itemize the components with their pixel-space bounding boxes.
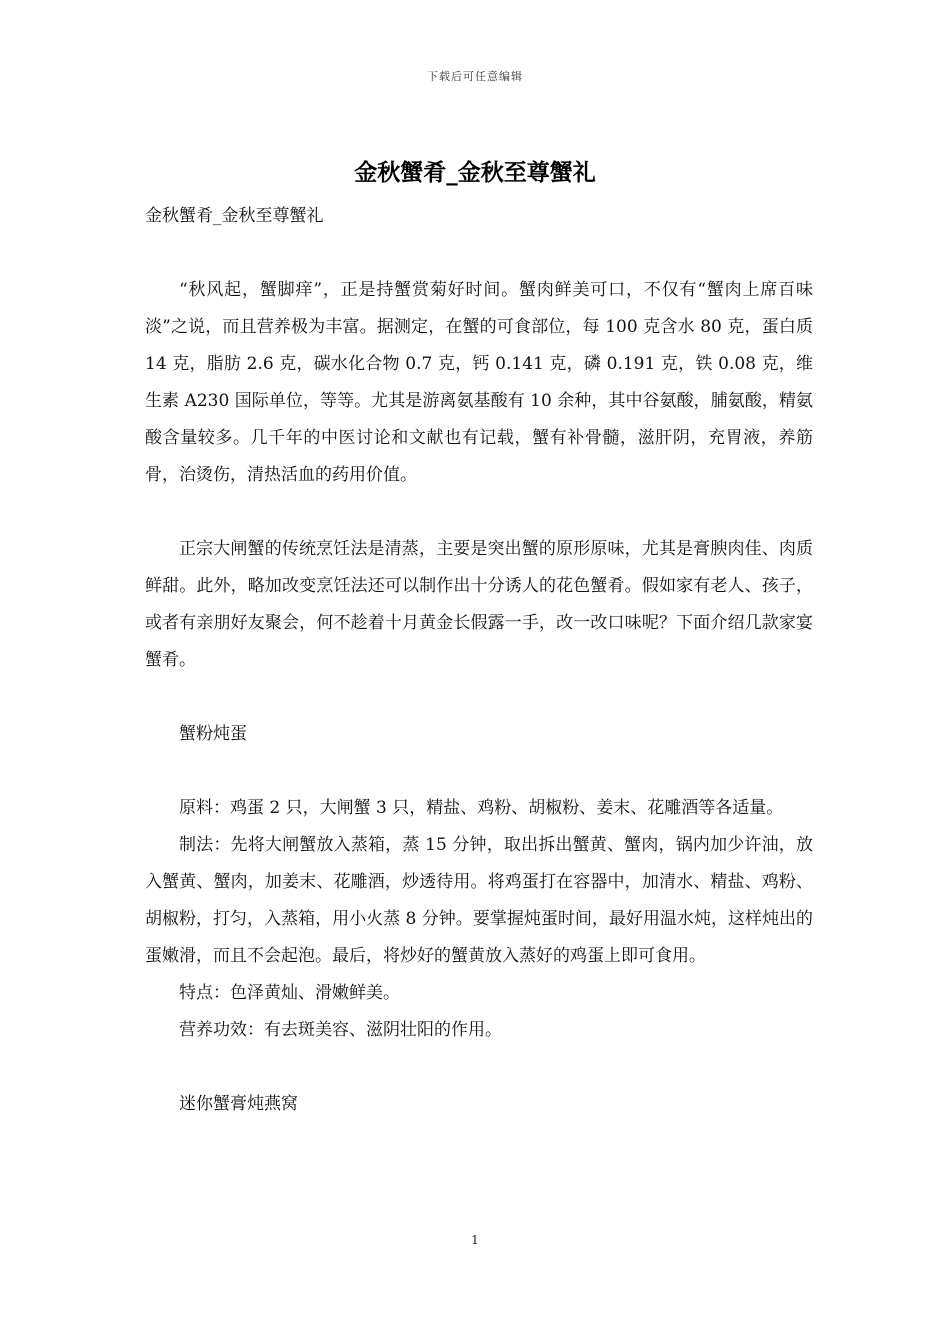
document-body [145,198,813,1123]
dish-heading-crab-egg: 蟹粉炖蛋 [179,724,247,744]
dish-ingredients: 原料：鸡蛋 2 只，大闸蟹 3 只，精盐、鸡粉、胡椒粉、姜末、花雕酒等各适量。 [179,798,784,818]
document-title: 金秋蟹肴_金秋至尊蟹礼 [354,159,596,186]
dish-heading-bird-nest: 迷你蟹膏炖燕窝 [179,1094,298,1114]
page-header: 下载后可任意编辑 [427,70,523,83]
paragraph-cooking: 正宗大闸蟹的传统烹饪法是清蒸，主要是突出蟹的原形原味，尤其是膏腴肉佳、肉质鲜甜。此外，略加改变烹饪法还可以制作出十分诱人的花色蟹肴。假如家有老人、孩子，或者有亲朋好友聚会，何不趁着十月黄金长假露一手，改一改口味呢？下面介绍几款家宴蟹肴。 [145,539,813,670]
page-number: 1 [471,1233,479,1247]
paragraph-intro: “秋风起，蟹脚痒”，正是持蟹赏菊好时间。蟹肉鲜美可口，不仅有“蟹肉上席百味淡”之说，而且营养极为丰富。据测定，在蟹的可食部位，每 100 克含水 80 克，蛋白质 14 克，脂肪 2.6 克，碳水化合物 0.7 克，钙 0.141 克，磷 0.191 克，铁 0.08 克，维生素 A230 国际单位，等等。尤其是游离氨基酸有 10 余种，其中谷氨酸，脯氨酸，精氨酸含量较多。几千年的中医讨论和文献也有记载，蟹有补骨髓，滋肝阴，充胃液，养筋骨，治烫伤，清热活血的药用价值。 [145,280,813,485]
dish-nutrition: 营养功效：有去斑美容、滋阴壮阳的作用。 [179,1020,502,1040]
subtitle: 金秋蟹肴_金秋至尊蟹礼 [145,206,324,226]
dish-method: 制法：先将大闸蟹放入蒸箱，蒸 15 分钟，取出拆出蟹黄、蟹肉，锅内加少许油，放入蟹黄、蟹肉，加姜末、花雕酒，炒透待用。将鸡蛋打在容器中，加清水、精盐、鸡粉、胡椒粉，打匀，入蒸箱，用小火蒸 8 分钟。要掌握炖蛋时间，最好用温水炖，这样炖出的蛋嫩滑，而且不会起泡。最后，将炒好的蟹黄放入蒸好的鸡蛋上即可食用。 [145,835,813,966]
dish-features: 特点：色泽黄灿、滑嫩鲜美。 [179,983,400,1003]
